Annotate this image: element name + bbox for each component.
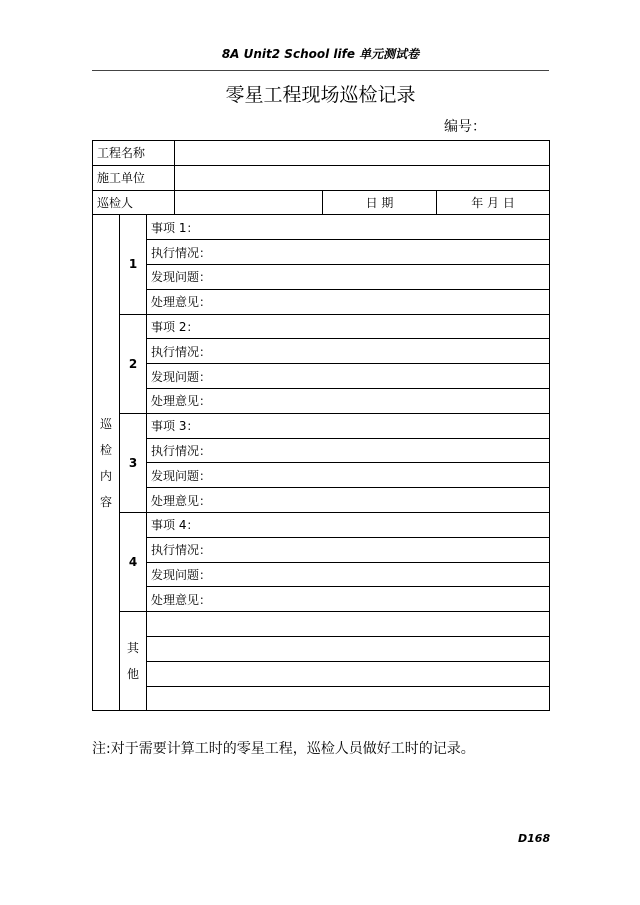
construction-unit-field[interactable] (175, 165, 550, 190)
item-row (93, 488, 550, 513)
item-matter-field[interactable]: 事项 2： (147, 314, 550, 339)
inspection-form-table (92, 140, 550, 711)
date-label: 日 期 (323, 190, 437, 215)
item-matter-field[interactable]: 事项 1： (147, 215, 550, 240)
other-row (93, 686, 550, 711)
item-row (93, 413, 550, 438)
item-row (93, 537, 550, 562)
item-row (93, 463, 550, 488)
item-row (93, 388, 550, 413)
item-issues-field[interactable]: 发现问题： (147, 562, 550, 587)
item-matter-field[interactable]: 事项 3： (147, 413, 550, 438)
content-label-char: 容 (99, 494, 112, 509)
other-label-char: 他 (126, 667, 139, 682)
item-opinion-field[interactable]: 处理意见： (147, 388, 550, 413)
item-number: 2 (120, 314, 147, 413)
document-title: 零星工程现场巡检记录 (225, 84, 416, 106)
project-name-row (93, 141, 550, 166)
item-number: 3 (120, 413, 147, 512)
other-row (93, 612, 550, 637)
inspector-label: 巡检人 (93, 190, 175, 215)
other-row (93, 661, 550, 686)
inspection-content-label (93, 215, 120, 711)
project-name-label: 工程名称 (93, 141, 175, 166)
item-execution-field[interactable]: 执行情况： (147, 339, 550, 364)
item-number: 4 (120, 512, 147, 611)
other-field[interactable] (147, 686, 550, 711)
item-row (93, 289, 550, 314)
page-header: 8A Unit2 School life 单元测试卷 (221, 47, 420, 61)
other-row (93, 636, 550, 661)
item-row (93, 339, 550, 364)
item-row (93, 215, 550, 240)
item-row (93, 364, 550, 389)
page-number: D168 (518, 832, 551, 845)
item-row (93, 512, 550, 537)
project-name-field[interactable] (175, 141, 550, 166)
other-field[interactable] (147, 636, 550, 661)
other-label-char: 其 (126, 641, 139, 656)
item-matter-field[interactable]: 事项 4： (147, 512, 550, 537)
date-field[interactable]: 年 月 日 (437, 190, 550, 215)
item-execution-field[interactable]: 执行情况： (147, 240, 550, 265)
item-row (93, 264, 550, 289)
item-issues-field[interactable]: 发现问题： (147, 264, 550, 289)
footnote: 注:对于需要计算工时的零星工程，巡检人员做好工时的记录。 (92, 741, 475, 757)
content-label-char: 巡 (99, 416, 112, 431)
item-opinion-field[interactable]: 处理意见： (147, 587, 550, 612)
other-field[interactable] (147, 612, 550, 637)
item-opinion-field[interactable]: 处理意见： (147, 289, 550, 314)
inspector-row (93, 190, 550, 215)
construction-unit-label: 施工单位 (93, 165, 175, 190)
item-execution-field[interactable]: 执行情况： (147, 537, 550, 562)
construction-unit-row (93, 165, 550, 190)
document-number-label: 编号： (444, 119, 486, 135)
content-label-char: 内 (99, 468, 112, 483)
inspector-field[interactable] (175, 190, 323, 215)
item-issues-field[interactable]: 发现问题： (147, 463, 550, 488)
item-opinion-field[interactable]: 处理意见： (147, 488, 550, 513)
item-issues-field[interactable]: 发现问题： (147, 364, 550, 389)
item-row (93, 438, 550, 463)
item-execution-field[interactable]: 执行情况： (147, 438, 550, 463)
other-label (120, 612, 147, 711)
item-row (93, 314, 550, 339)
item-row (93, 587, 550, 612)
item-row (93, 240, 550, 265)
content-label-char: 检 (99, 442, 112, 457)
header-divider (92, 70, 549, 71)
item-number: 1 (120, 215, 147, 314)
item-row (93, 562, 550, 587)
other-field[interactable] (147, 661, 550, 686)
